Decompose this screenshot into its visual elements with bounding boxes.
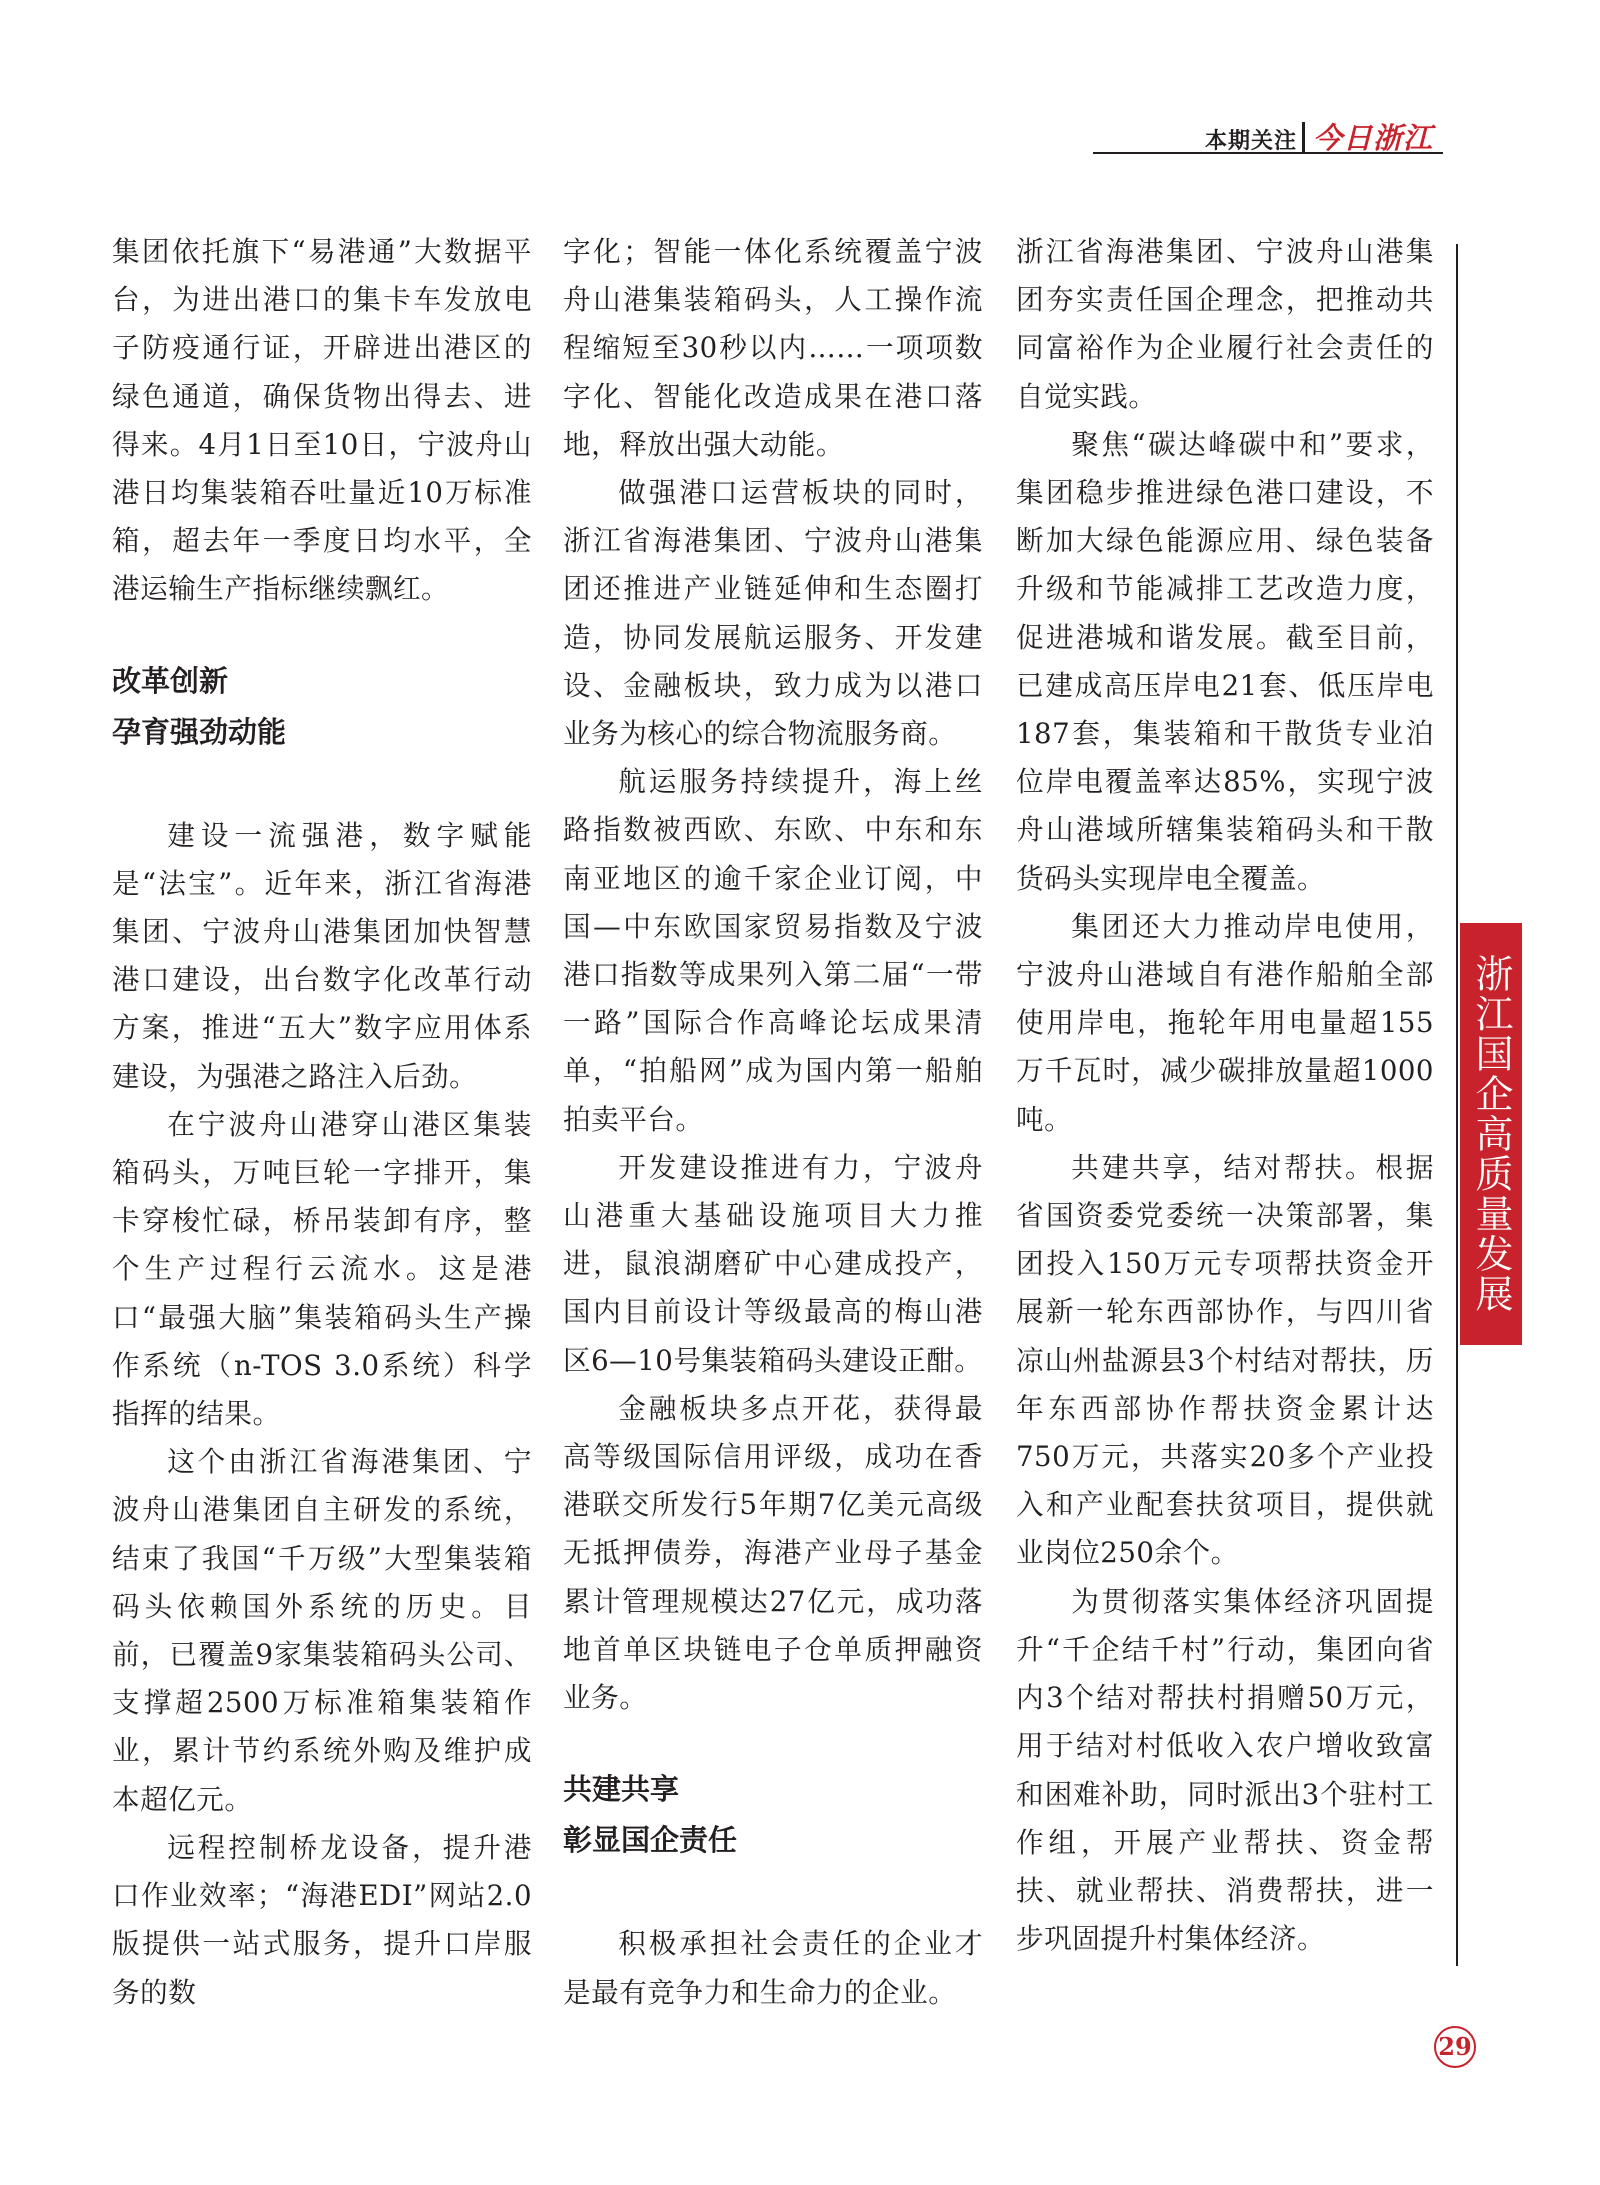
paragraph: 共建共享，结对帮扶。根据省国资委党委统一决策部署，集团投入150万元专项帮扶资金开展新一轮东西部协作，与四川省凉山州盐源县3个村结对帮扶，历年东西部协作帮扶资金累计达750万元，共落实20多个产业投入和产业配套扶贫项目，提供就业岗位250余个。 [1016, 1150, 1434, 1570]
paragraph: 在宁波舟山港穿山港区集装箱码头，万吨巨轮一字排开，集卡穿梭忙碌，桥吊装卸有序，整个生产过程行云流水。这是港口“最强大脑”集装箱码头生产操作系统（n-TOS 3.0系统）科学指挥的结果。 [112, 1107, 532, 1431]
paragraph: 集团依托旗下“易港通”大数据平台，为进出港口的集卡车发放电子防疫通行证，开辟进出港区的绿色通道，确保货物出得去、进得来。4月1日至10日，宁波舟山港日均集装箱吞吐量近10万标准箱，超去年一季度日均水平，全港运输生产指标继续飘红。 [112, 235, 532, 606]
paragraph: 做强港口运营板块的同时，浙江省海港集团、宁波舟山港集团还推进产业链延伸和生态圈打造，协同发展航运服务、开发建设、金融板块，致力成为以港口业务为核心的综合物流服务商。 [563, 476, 983, 751]
paragraph: 建设一流强港，数字赋能是“法宝”。近年来，浙江省海港集团、宁波舟山港集团加快智慧港口建设，出台数字化改革行动方案，推进“五大”数字应用体系建设，为强港之路注入后劲。 [112, 818, 532, 1093]
paragraph: 浙江省海港集团、宁波舟山港集团夯实责任国企理念，把推动共同富裕作为企业履行社会责任的自觉实践。 [1016, 235, 1434, 413]
header-divider [1302, 122, 1305, 154]
article-column-1 [112, 228, 532, 2017]
paragraph: 航运服务持续提升，海上丝路指数被西欧、东欧、中东和东南亚地区的逾千家企业订阅，中国—中东欧国家贸易指数及宁波港口指数等成果列入第二届“一带一路”国际合作高峰论坛成果清单，“拍船网”成为国内第一船舶拍卖平台。 [563, 765, 983, 1136]
paragraph: 集团还大力推动岸电使用，宁波舟山港域自有港作船舶全部使用岸电，拖轮年用电量超155万千瓦时，减少碳排放量超1000吨。 [1016, 909, 1434, 1136]
section-heading-reform: 改革创新 [112, 663, 229, 698]
side-section-tab: 浙江国企高质量发展 [1460, 923, 1522, 1345]
paragraph: 这个由浙江省海港集团、宁波舟山港集团自主研发的系统，结束了我国“千万级”大型集装箱码头依赖国外系统的历史。目前，已覆盖9家集装箱码头公司、支撑超2500万标准箱集装箱作业，累计节约系统外购及维护成本超亿元。 [112, 1445, 532, 1816]
article-column-2 [563, 228, 983, 2017]
paragraph: 远程控制桥龙设备，提升港口作业效率；“海港EDI”网站2.0版提供一站式服务，提升口岸服务的数 [112, 1830, 532, 2009]
paragraph: 积极承担社会责任的企业才是最有竞争力和生命力的企业。 [563, 1927, 983, 2009]
section-heading-sharing: 共建共享 [563, 1772, 680, 1807]
paragraph: 开发建设推进有力，宁波舟山港重大基础设施项目大力推进，鼠浪湖磨矿中心建成投产，国内目前设计等级最高的梅山港区6—10号集装箱码头建设正酣。 [563, 1150, 983, 1377]
side-rule [1456, 244, 1458, 1966]
paragraph: 金融板块多点开花，获得最高等级国际信用评级，成功在香港联交所发行5年期7亿美元高级无抵押债券，海港产业母子基金累计管理规模达27亿元，成功落地首单区块链电子仓单质押融资业务。 [563, 1391, 983, 1715]
section-subheading-reform: 孕育强劲动能 [112, 714, 287, 749]
paragraph: 为贯彻落实集体经济巩固提升“千企结千村”行动，集团向省内3个结对帮扶村捐赠50万元，用于结对村低收入农户增收致富和困难补助，同时派出3个驻村工作组，开展产业帮扶、资金帮扶、就业帮扶、消费帮扶，进一步巩固提升村集体经济。 [1016, 1584, 1434, 1956]
paragraph: 字化；智能一体化系统覆盖宁波舟山港集装箱码头，人工操作流程缩短至30秒以内……一项项数字化、智能化改造成果在港口落地，释放出强大动能。 [563, 235, 983, 461]
section-subheading-sharing: 彰显国企责任 [563, 1823, 738, 1858]
article-column-3 [1016, 228, 1434, 1963]
paragraph: 聚焦“碳达峰碳中和”要求，集团稳步推进绿色港口建设，不断加大绿色能源应用、绿色装备升级和节能减排工艺改造力度，促进港城和谐发展。截至目前，已建成高压岸电21套、低压岸电187套，集装箱和干散货专业泊位岸电覆盖率达85%，实现宁波舟山港域所辖集装箱码头和干散货码头实现岸电全覆盖。 [1016, 427, 1434, 895]
page-number: 29 [1434, 2026, 1476, 2068]
header-brand-logo: 今日浙江 [1313, 121, 1434, 155]
header-section-label: 本期关注 [1205, 129, 1298, 154]
